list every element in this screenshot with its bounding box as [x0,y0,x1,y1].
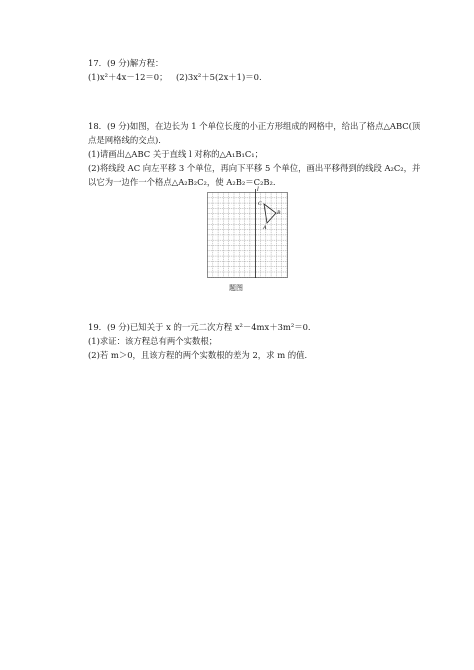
vertex-c-label: C [258,201,262,207]
line-l-label: l [257,187,259,193]
q18-part-2-line-1: (2)将线段 AC 向左平移 3 个单位，再向下平移 5 个单位，画出平移得到的线段 A₂C₂，并 [88,163,421,173]
q17-equation-2: (2)3x²＋5(2x＋1)＝0. [176,72,262,82]
q18-part-1: (1)请画出△ABC 关于直线 l 对称的△A₁B₁C₁； [88,149,263,159]
q19-stem: 19．(9 分)已知关于 x 的一元二次方程 x²－4mx＋3m²＝0. [88,322,311,332]
q17-title: 17．(9 分)解方程： [88,58,164,68]
q18-part-2-line-2: 以它为一边作一个格点△A₂B₂C₂，使 A₂B₂＝C₂B₂. [88,177,276,187]
q17-equation-1: (1)x²＋4x－12＝0； [88,72,168,82]
q18-stem-line-2: 点是网格线的交点)． [88,135,167,145]
grid-diagram [207,187,289,284]
vertex-b-label: B [277,210,281,216]
q18-stem-line-1: 18．(9 分)如图，在边长为 1 个单位长度的小正方形组成的网格中，给出了格点△ABC(顶 [88,121,421,131]
vertex-a-label: A [263,225,267,231]
q19-part-2: (2)若 m＞0，且该方程的两个实数根的差为 2，求 m 的值． [88,350,313,360]
grid-lines [208,193,288,278]
grid-figure [207,187,289,284]
q19-part-1: (1)求证：该方程总有两个实数根； [88,336,218,346]
figure-caption: 题图 [229,284,243,292]
